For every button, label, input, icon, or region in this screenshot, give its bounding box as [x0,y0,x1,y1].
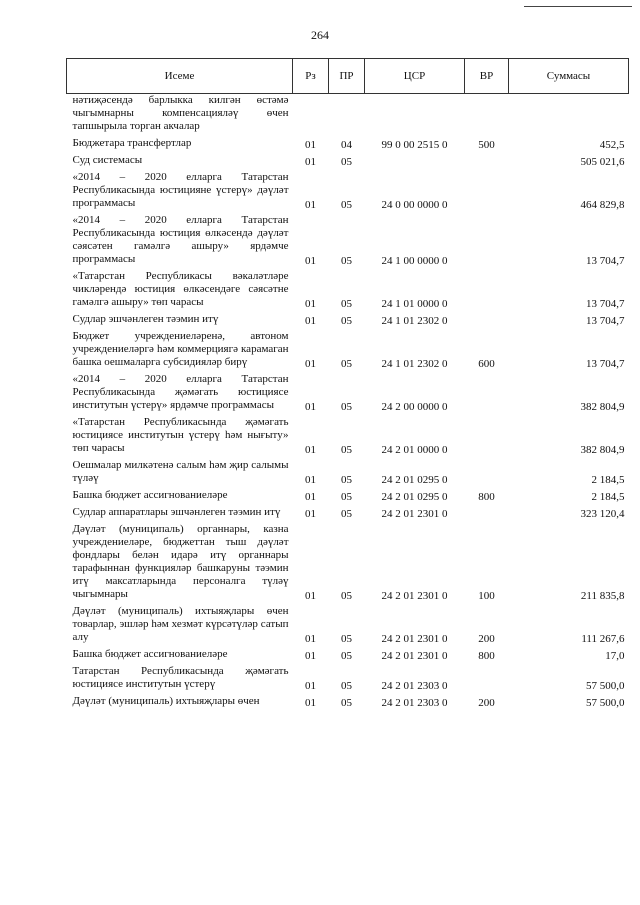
cell-sum: 13 704,7 [586,358,625,370]
table-row [67,135,629,152]
cell-rz: 01 [305,401,316,413]
table-row [67,521,629,603]
cell-pr: 05 [341,697,352,709]
cell-sum [509,94,629,136]
cell-rz: 01 [305,315,316,327]
cell-csr: 24 2 01 0000 0 [381,444,448,456]
cell-pr: 05 [341,401,352,413]
cell-rz: 01 [305,508,316,520]
table-row [67,268,629,311]
cell-sum: 57 500,0 [586,680,625,692]
table-row [67,504,629,521]
cell-vr [465,268,509,311]
cell-csr [365,94,465,136]
table-row [67,646,629,663]
cell-name: «2014 – 2020 елларга Татарстан Республикасында җәмәгать юстициясе институтын үстерү» ярдәмче программасы [72,373,289,411]
cell-csr: 99 0 00 2515 0 [381,139,448,151]
cell-sum: 2 184,5 [591,474,625,486]
cell-sum: 505 021,6 [580,156,625,168]
cell-name: Башка бюджет ассигнованиеләре [72,648,228,660]
cell-pr: 05 [341,680,352,692]
table-row [67,487,629,504]
cell-name: «Татарстан Республикасы вәкаләтләре чикләрендә юстиция өлкәсендәге сәясәтне гамәлгә ашыру» төп чарасы [72,270,289,308]
cell-csr: 24 2 01 2301 0 [381,508,448,520]
cell-name: Бюджетара трансфертлар [72,137,192,149]
cell-pr: 05 [341,199,352,211]
cell-name: Суд системасы [72,154,143,166]
cell-vr: 800 [478,491,495,503]
cell-pr: 05 [341,508,352,520]
cell-sum: 452,5 [599,139,625,151]
budget-table [66,58,629,710]
cell-csr: 24 1 01 2302 0 [381,315,448,327]
cell-sum: 13 704,7 [586,315,625,327]
cell-pr: 05 [341,590,352,602]
cell-rz: 01 [305,650,316,662]
cell-csr: 24 2 01 0295 0 [381,491,448,503]
cell-csr: 24 1 01 0000 0 [381,298,448,310]
cell-sum: 13 704,7 [586,255,625,267]
cell-vr [465,504,509,521]
table-row [67,603,629,646]
corner-rule [524,6,632,7]
cell-name: Дәүләт (муниципаль) органнары, казна учреждениеләре, бюджеттан тыш дәүләт фондлары белән идарә итү органнары тарафыннан функцияләр башкаруны тәэмин итү максатларында персоналга түләү чыгымнары [72,523,289,600]
cell-vr [465,414,509,457]
cell-rz: 01 [305,255,316,267]
cell-vr: 100 [478,590,495,602]
cell-pr: 05 [341,474,352,486]
cell-name: нәтиҗәсендә барлыкка килгән өстәмә чыгымнарны компенсацияләү өчен тапшырыла торган акчалар [72,94,289,132]
cell-pr: 05 [341,444,352,456]
cell-rz: 01 [305,156,316,168]
cell-csr: 24 2 01 2303 0 [381,697,448,709]
cell-sum: 323 120,4 [580,508,625,520]
cell-rz: 01 [305,697,316,709]
cell-sum: 2 184,5 [591,491,625,503]
cell-rz: 01 [305,199,316,211]
cell-rz: 01 [305,491,316,503]
table-body [67,94,629,711]
cell-rz: 01 [305,444,316,456]
cell-sum: 382 804,9 [580,444,625,456]
cell-csr: 24 2 01 2303 0 [381,680,448,692]
cell-csr: 24 0 00 0000 0 [381,199,448,211]
cell-sum: 111 267,6 [581,633,625,645]
cell-csr: 24 2 00 0000 0 [381,401,448,413]
cell-csr: 24 2 01 0295 0 [381,474,448,486]
cell-vr: 200 [478,697,495,709]
cell-sum: 13 704,7 [586,298,625,310]
cell-pr: 05 [341,491,352,503]
cell-name: «2014 – 2020 елларга Татарстан Республикасында юстицияне үстерү» дәүләт программасы [72,171,289,209]
table-row [67,663,629,693]
cell-name: Дәүләт (муниципаль) ихтыяҗлары өчен [72,695,260,707]
cell-vr [465,152,509,169]
cell-rz: 01 [305,474,316,486]
cell-vr: 600 [478,358,495,370]
cell-name: Татарстан Республикасында җәмәгать юстициясе институтын үстерү [72,665,289,690]
cell-rz: 01 [305,633,316,645]
table-row [67,693,629,710]
table-header-row [67,59,629,94]
cell-name: Судлар аппаратлары эшчәнлеген тәэмин итү [72,506,281,518]
cell-sum: 17,0 [605,650,625,662]
table-row [67,371,629,414]
cell-pr [329,94,365,136]
cell-pr: 05 [341,315,352,327]
table-row [67,328,629,371]
cell-sum: 464 829,8 [580,199,625,211]
table-row [67,311,629,328]
cell-vr [465,457,509,487]
cell-sum: 57 500,0 [586,697,625,709]
cell-rz: 01 [305,139,316,151]
table-row [67,414,629,457]
cell-vr [465,663,509,693]
cell-sum: 382 804,9 [580,401,625,413]
cell-rz: 01 [305,680,316,692]
cell-pr: 05 [341,255,352,267]
cell-csr: 24 1 01 2302 0 [381,358,448,370]
cell-pr: 05 [341,633,352,645]
cell-rz [293,94,329,136]
cell-rz: 01 [305,358,316,370]
cell-csr [365,152,465,169]
cell-csr: 24 1 00 0000 0 [381,255,448,267]
cell-pr: 04 [341,139,352,151]
header-csr: ЦСР [365,59,465,94]
cell-sum: 211 835,8 [580,590,625,602]
page-number: 264 [311,28,329,42]
cell-csr: 24 2 01 2301 0 [381,633,448,645]
table-row [67,212,629,268]
header-sum: Суммасы [509,59,629,94]
cell-name: Бюджет учреждениеләренә, автоном учреждениеләргә һәм коммерциягә карамаган башка оешмаларга субсидияләр бирү [72,330,289,368]
cell-name: Дәүләт (муниципаль) ихтыяҗлары өчен товарлар, эшләр һәм хезмәт күрсәтүләр сатып алу [72,605,289,643]
cell-vr: 500 [478,139,495,151]
cell-rz: 01 [305,298,316,310]
table-row [67,94,629,136]
table-row [67,152,629,169]
cell-csr: 24 2 01 2301 0 [381,650,448,662]
cell-name: «2014 – 2020 елларга Татарстан Республикасында юстиция өлкәсендә дәүләт сәясәтен гамәлгә ашыру» ярдәмче программасы [72,214,289,265]
cell-vr [465,94,509,136]
header-vr: ВР [465,59,509,94]
cell-rz: 01 [305,590,316,602]
header-pr: ПР [329,59,365,94]
table-row [67,457,629,487]
cell-vr [465,169,509,212]
cell-vr: 200 [478,633,495,645]
cell-vr [465,371,509,414]
header-rz: Рз [293,59,329,94]
cell-name: Башка бюджет ассигнованиеләре [72,489,228,501]
cell-vr [465,311,509,328]
cell-vr: 800 [478,650,495,662]
table-row [67,169,629,212]
cell-pr: 05 [341,156,352,168]
cell-name: «Татарстан Республикасында җәмәгать юстициясе институтын үстерү һәм нығыту» төп чарасы [72,416,289,454]
cell-name: Судлар эшчәнлеген тәэмин итү [72,313,219,325]
cell-name: Оешмалар милкәтенә салым һәм җир салымы түләү [72,459,289,484]
cell-pr: 05 [341,298,352,310]
cell-pr: 05 [341,650,352,662]
cell-pr: 05 [341,358,352,370]
cell-csr: 24 2 01 2301 0 [381,590,448,602]
header-name: Исеме [67,59,293,94]
cell-vr [465,212,509,268]
